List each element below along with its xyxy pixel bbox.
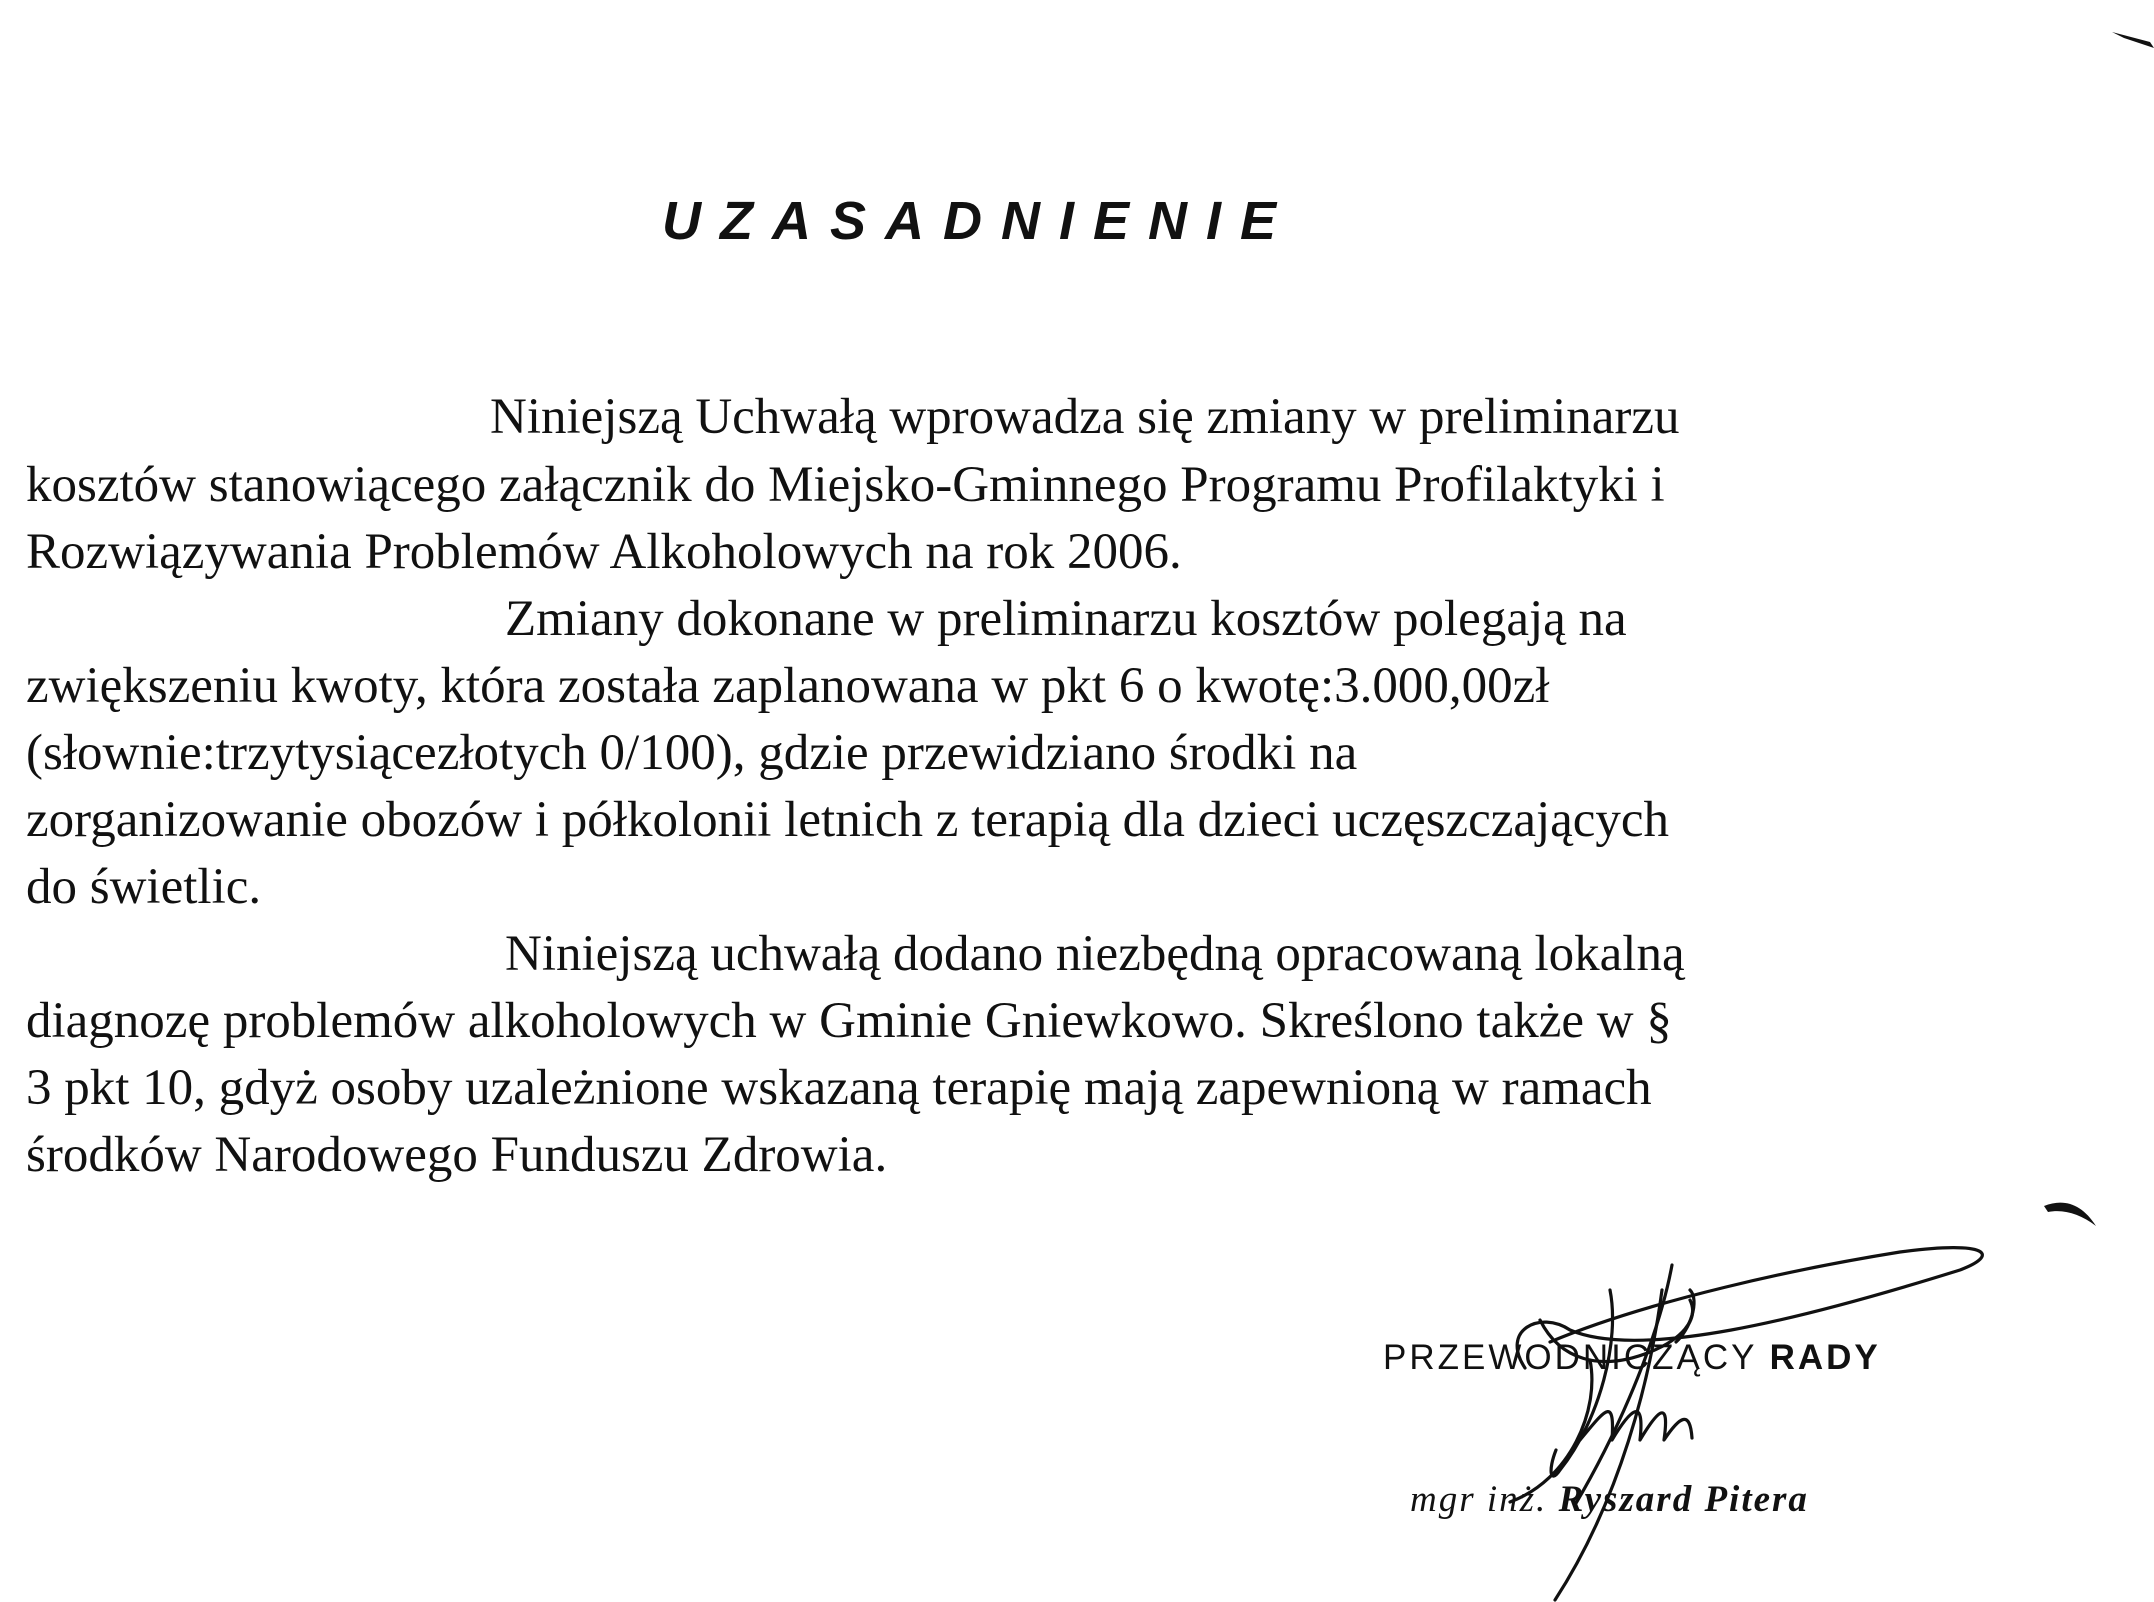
stamp-name-person: Ryszard Pitera xyxy=(1558,1479,1809,1520)
stamp-title xyxy=(1383,1338,1881,1378)
paragraph-2-line-4: zorganizowanie obozów i półkolonii letnich z terapią dla dzieci uczęszczających xyxy=(26,792,1670,848)
paragraph-2-line-3: (słownie:trzytysiącezłotych 0/100), gdzie przewidziano środki na xyxy=(26,725,1358,781)
paragraph-3-line-3: 3 pkt 10, gdyż osoby uzależnione wskazaną terapię mają zapewnioną w ramach xyxy=(26,1060,1652,1116)
stamp-title-body: RADY xyxy=(1769,1338,1881,1377)
stamp-name-prefix: mgr inż. xyxy=(1410,1479,1548,1520)
paragraph-2-line-2: zwiększeniu kwoty, która została zaplanowana w pkt 6 o kwotę:3.000,00zł xyxy=(26,658,1550,714)
paragraph-2-line-5: do świetlic. xyxy=(26,859,262,915)
paragraph-1-line-2: kosztów stanowiącego załącznik do Miejsko-Gminnego Programu Profilaktyki i xyxy=(26,457,1665,513)
stamp-title-role: PRZEWODNICZĄCY xyxy=(1383,1338,1757,1377)
corner-mark-right xyxy=(2044,1203,2096,1226)
corner-mark-top-right xyxy=(2112,32,2154,48)
stamp-name xyxy=(1410,1478,1809,1521)
handwritten-signature xyxy=(1510,1248,1982,1600)
paragraph-1-line-3: Rozwiązywania Problemów Alkoholowych na rok 2006. xyxy=(26,524,1182,580)
paragraph-3-line-2: diagnozę problemów alkoholowych w Gminie Gniewkowo. Skreślono także w § xyxy=(26,993,1672,1049)
paragraph-3-line-1: Niniejszą uchwałą dodano niezbędną opracowaną lokalną xyxy=(505,926,1685,982)
paragraph-3-line-4: środków Narodowego Funduszu Zdrowia. xyxy=(26,1127,888,1183)
paragraph-2-line-1: Zmiany dokonane w preliminarzu kosztów polegają na xyxy=(505,591,1627,647)
document-title: UZASADNIENIE xyxy=(662,191,1296,251)
paragraph-1-line-1: Niniejszą Uchwałą wprowadza się zmiany w preliminarzu xyxy=(490,389,1680,445)
